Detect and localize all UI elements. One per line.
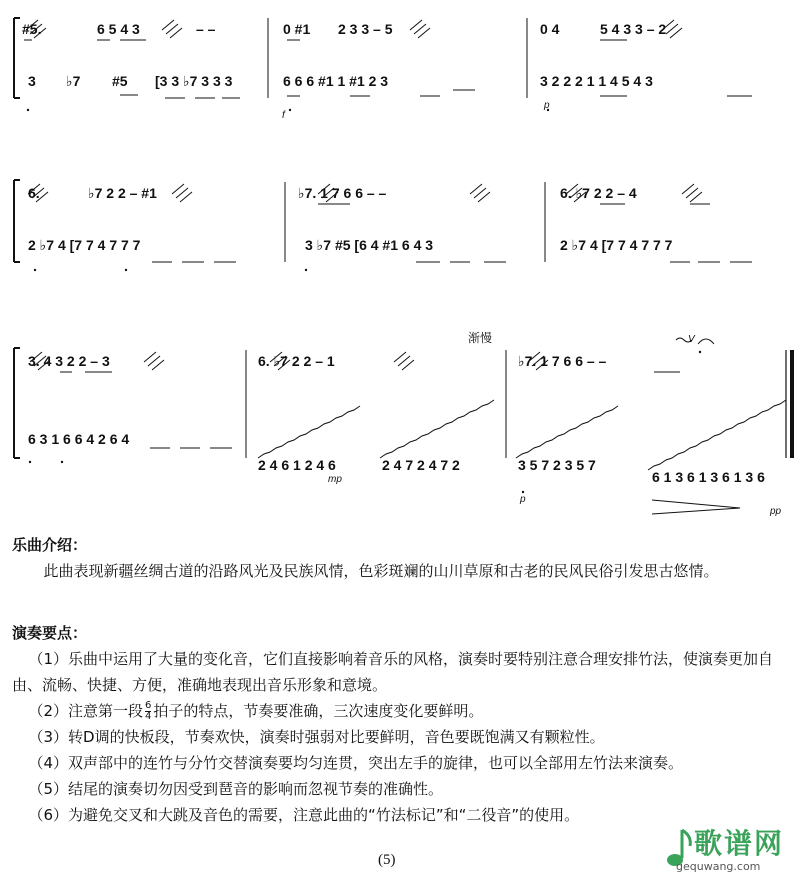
tip-item-4: （4）双声部中的连竹与分竹交替演奏要均匀连贯，突出左手的旋律，也可以全部用左竹法来演奏。 (28, 754, 684, 772)
breath-mark: V (688, 334, 695, 345)
svg-text:– –: – – (196, 21, 216, 37)
svg-text:6 3 1 6 6 4 2 6 4: 6 3 1 6 6 4 2 6 4 (28, 431, 130, 447)
tip-item-2 (12, 698, 796, 724)
svg-text:#5.: #5. (22, 21, 42, 37)
watermark-url: gequwang.com (676, 860, 761, 873)
intro-section (12, 532, 796, 584)
page-number: (5) (378, 852, 396, 868)
time-signature (145, 701, 151, 722)
svg-text:0 #1: 0 #1 (283, 21, 311, 37)
dynamic-pp: pp (770, 506, 782, 517)
intro-heading: 乐曲介绍： (12, 536, 88, 554)
svg-text:2 3 3 – 5: 2 3 3 – 5 (338, 21, 393, 37)
svg-text:♭7 2 2 – #1: ♭7 2 2 – #1 (88, 185, 157, 201)
dynamic-p-2: p (520, 494, 526, 505)
svg-text:♭7: ♭7 (66, 73, 81, 89)
svg-text:3. 4 3 2 2 – 3: 3. 4 3 2 2 – 3 (28, 353, 110, 369)
tempo-marking: 渐慢 (468, 331, 493, 345)
tips-section (12, 620, 796, 828)
dynamic-p: p (544, 100, 550, 111)
svg-text:6 6 6 #1 1 #1 2 3: 6 6 6 #1 1 #1 2 3 (283, 73, 389, 89)
svg-text:[3 3 ♭7 3 3 3: [3 3 ♭7 3 3 3 (155, 73, 233, 89)
watermark-title: 歌谱网 (694, 827, 785, 860)
dynamic-mp: mp (328, 474, 342, 485)
svg-text:6 5 4 3: 6 5 4 3 (97, 21, 140, 37)
score-notes (22, 21, 673, 447)
svg-text:6 1 3 6 1 3 6 1 3 6: 6 1 3 6 1 3 6 1 3 6 (652, 469, 765, 485)
svg-text:6. ♭7 2 2 – 4: 6. ♭7 2 2 – 4 (560, 185, 637, 201)
tip-item-1: （1）乐曲中运用了大量的变化音，它们直接影响着音乐的风格，演奏时要特别注意合理安排竹法，使演奏更加自由、流畅、快捷、方便，准确地表现出音乐形象和意境。 (12, 650, 774, 694)
tip-item-6: （6）为避免交叉和大跳及音色的需要，注意此曲的“竹法标记”和“二役音”的使用。 (28, 806, 580, 824)
svg-text:3 5 7 2 3 5 7: 3 5 7 2 3 5 7 (518, 457, 596, 473)
svg-text:5 4 3 3 – 2: 5 4 3 3 – 2 (600, 21, 667, 37)
svg-text:0 4: 0 4 (540, 21, 560, 37)
svg-text:♭7. 1 7 6 6 – –: ♭7. 1 7 6 6 – – (298, 185, 387, 201)
tip-item-2-after: 拍子的特点，节奏要准确，三次速度变化要鲜明。 (153, 702, 484, 720)
tips-heading: 演奏要点： (12, 624, 88, 642)
svg-text:6. ♭7 2 2 – 1: 6. ♭7 2 2 – 1 (258, 353, 335, 369)
time-signature-denominator: 4 (145, 711, 152, 722)
time-signature-numerator: 6 (145, 700, 152, 711)
svg-text:3: 3 (28, 73, 36, 89)
intro-body: 此曲表现新疆丝绸古道的沿路风光及民族风情，色彩斑斓的山川草原和古老的民风民俗引发思古悠情。 (43, 562, 719, 580)
svg-text:3 ♭7 #5 [6 4 #1 6 4 3: 3 ♭7 #5 [6 4 #1 6 4 3 (305, 237, 434, 253)
svg-text:2 ♭7 4 [7 7 4 7 7 7: 2 ♭7 4 [7 7 4 7 7 7 (560, 237, 673, 253)
dynamic-f: f (282, 110, 285, 121)
tip-item-2-before: （2）注意第一段 (28, 702, 144, 720)
svg-text:#5: #5 (112, 73, 128, 89)
tip-item-5: （5）结尾的演奏切勿因受到琶音的影响而忽视节奏的准确性。 (28, 780, 444, 798)
svg-text:♭7. 1 7 6 6 – –: ♭7. 1 7 6 6 – – (518, 353, 607, 369)
svg-text:2 ♭7 4 [7 7 4 7 7 7: 2 ♭7 4 [7 7 4 7 7 7 (28, 237, 141, 253)
svg-text:6.: 6. (28, 185, 40, 201)
svg-text:2 4 6 1 2 4 6: 2 4 6 1 2 4 6 (258, 457, 336, 473)
watermark (660, 822, 800, 880)
tip-item-3: （3）转D调的快板段，节奏欢快，演奏时强弱对比要鲜明，音色要既饱满又有颗粒性。 (28, 728, 605, 746)
svg-text:3 2 2 2 1 1 4 5 4 3: 3 2 2 2 1 1 4 5 4 3 (540, 73, 653, 89)
svg-text:2 4 7 2 4 7 2: 2 4 7 2 4 7 2 (382, 457, 460, 473)
